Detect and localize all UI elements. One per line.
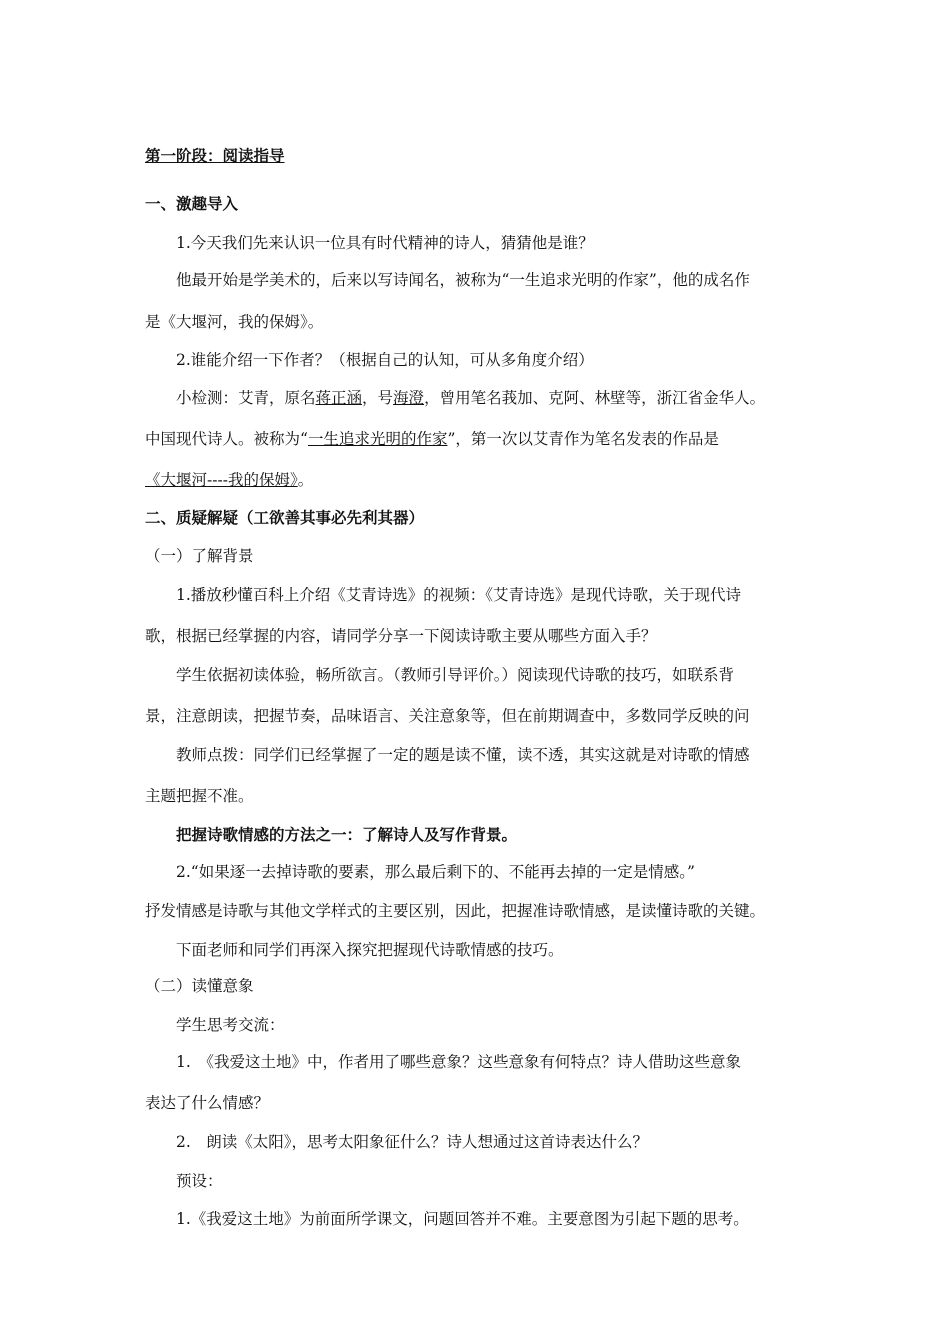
- para-3-line-1: 教师点拨：同学们已经掌握了一定的题是读不懂，读不透，其实这就是对诗歌的情感: [176, 746, 750, 764]
- question-1: 1.今天我们先来认识一位具有时代精神的诗人，猜猜他是谁？: [176, 234, 594, 252]
- hao-blank: 海澄: [393, 389, 425, 407]
- hint-line-2: 是《大堰河，我的保姆》。: [145, 313, 324, 331]
- next-line: 下面老师和同学们再深入探究把握现代诗歌情感的技巧。: [176, 941, 564, 959]
- para-2-line-1: 学生依据初读体验，畅所欲言。（教师引导评价。）阅读现代诗歌的技巧，如联系背: [176, 666, 735, 684]
- answer-1-line: 1.《我爱这土地》为前面所学课文，问题回答并不难。主要意图为引起下题的思考。: [176, 1210, 749, 1228]
- quiz-line-3: [145, 470, 313, 490]
- para-3-line-2: 主题把握不准。: [145, 787, 254, 805]
- key-line: 抒发情感是诗歌与其他文学样式的主要区别，因此，把握准诗歌情感，是读懂诗歌的关键。: [145, 902, 766, 920]
- item-1-line-2: 表达了什么情感？: [145, 1094, 270, 1112]
- think-line: 学生思考交流：: [176, 1016, 285, 1034]
- preset-line: 预设：: [176, 1172, 223, 1190]
- item-1-line-1: 1. 《我爱这土地》中，作者用了哪些意象？这些意象有何特点？诗人借助这些意象: [176, 1053, 742, 1071]
- method-line: 把握诗歌情感的方法之一：了解诗人及写作背景。: [176, 825, 518, 844]
- quiz-line-1: [176, 388, 765, 408]
- item-2-line: 2. 朗读《太阳》，思考太阳象征什么？诗人想通过这首诗表达什么？: [176, 1133, 649, 1151]
- quiz-line-2: [145, 429, 719, 449]
- stage-title: 第一阶段：阅读指导: [145, 146, 285, 165]
- para-1-line-1: 1.播放秒懂百科上介绍《艾青诗选》的视频：《艾青诗选》是现代诗歌，关于现代诗: [176, 586, 742, 604]
- title-blank: 一生追求光明的作家: [307, 430, 448, 448]
- subsection-2: （二）读懂意象: [145, 977, 254, 995]
- para-1-line-2: 歌，根据已经掌握的内容，请同学分享一下阅读诗歌主要从哪些方面入手？: [145, 627, 657, 645]
- quote-line: 2.“如果逐一去掉诗歌的要素，那么最后剩下的、不能再去掉的一定是情感。”: [176, 863, 695, 881]
- quiz-text: 中国现代诗人。被称为“: [145, 430, 308, 448]
- work-blank: 《大堰河----我的保姆》: [145, 471, 298, 489]
- original-name-blank: 蒋正涵: [315, 389, 363, 407]
- question-2: 2.谁能介绍一下作者？（根据自己的认知，可从多角度介绍）: [176, 351, 594, 369]
- hint-line-1: 他最开始是学美术的，后来以写诗闻名，被称为“一生追求光明的作家”，他的成名作: [176, 271, 750, 289]
- section-heading-2: 二、质疑解疑（工欲善其事必先利其器）: [145, 508, 425, 527]
- quiz-text: ，曾用笔名莪加、克阿、林壁等，浙江省金华人。: [424, 389, 766, 407]
- section-heading-1: 一、激趣导入: [145, 194, 239, 213]
- quiz-text: ，号: [362, 389, 394, 407]
- quiz-text: 小检测：艾青，原名: [176, 389, 316, 407]
- subsection-1: （一）了解背景: [145, 547, 254, 565]
- quiz-text: ”，第一次以艾青作为笔名发表的作品是: [447, 430, 719, 448]
- para-2-line-2: 景，注意朗读，把握节奏，品味语言、关注意象等，但在前期调查中，多数同学反映的问: [145, 707, 750, 725]
- quiz-text: 。: [297, 471, 314, 489]
